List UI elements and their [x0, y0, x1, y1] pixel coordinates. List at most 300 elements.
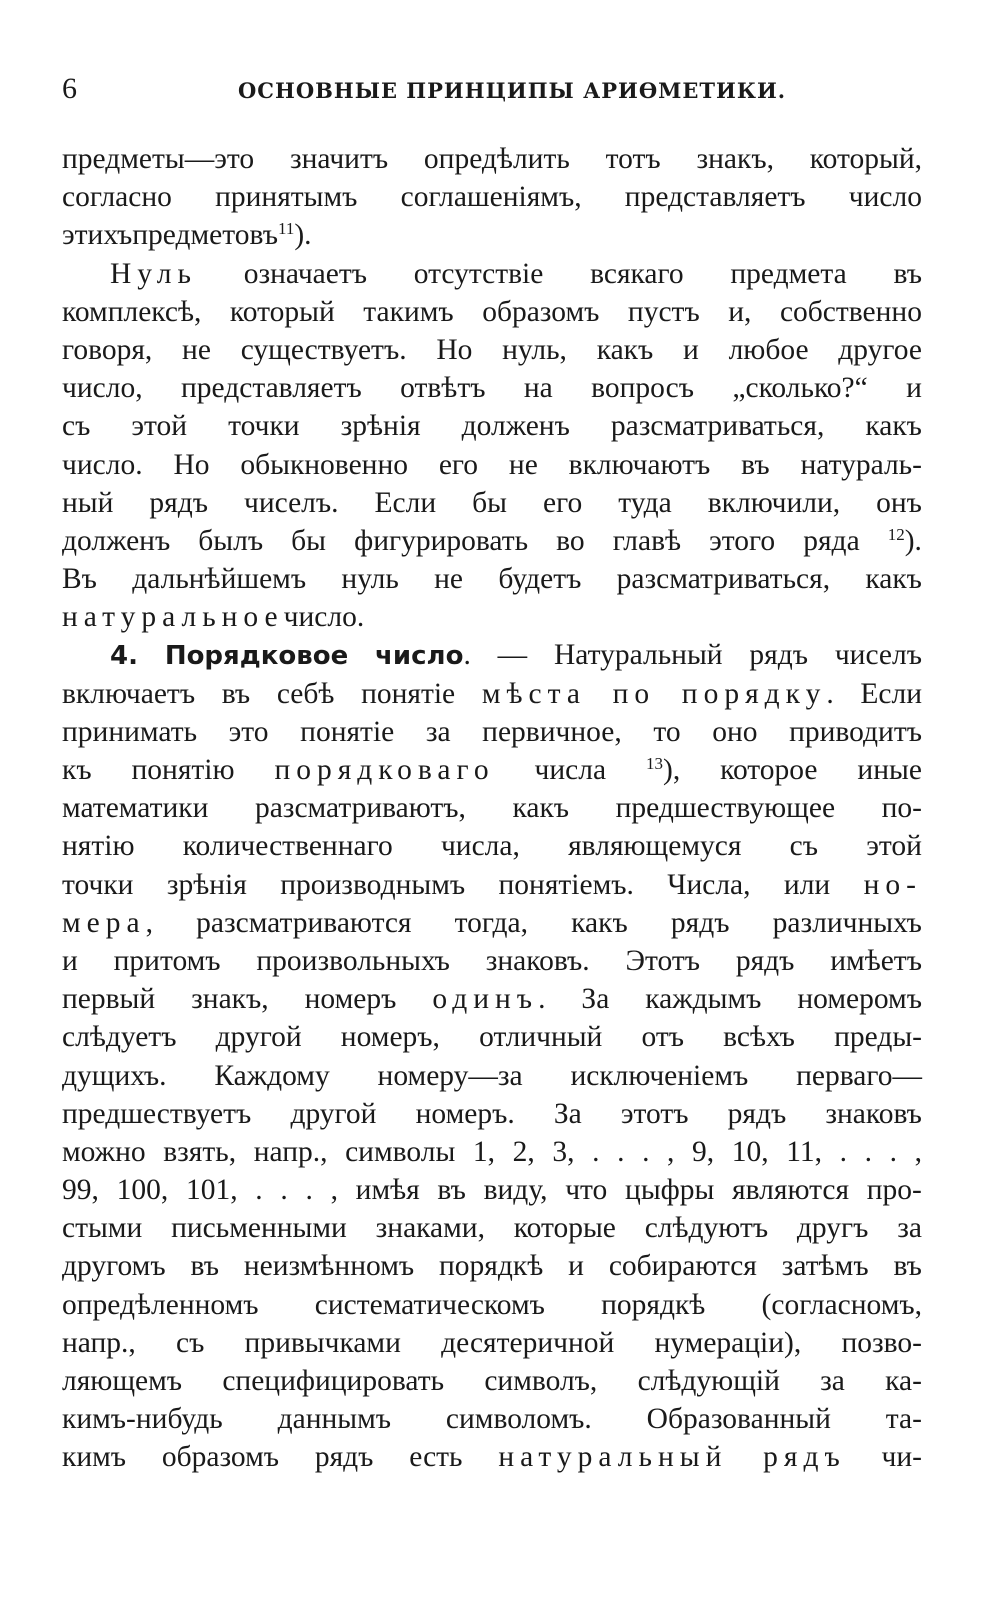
word: [62, 904, 153, 942]
text-run: рядъ: [149, 486, 208, 519]
text-run: слѣдуетъ: [62, 1021, 177, 1054]
word: [62, 484, 113, 522]
word: [62, 1171, 99, 1209]
spaced-emphasis: мѣста: [481, 677, 586, 710]
text-run: .: [826, 677, 834, 710]
text-run: исключеніемъ: [570, 1059, 749, 1092]
text-run: ляющемъ: [62, 1365, 183, 1397]
word: [62, 1324, 136, 1362]
text-run: которое: [720, 754, 818, 786]
word: [513, 1133, 535, 1171]
word: [401, 178, 582, 216]
word: [62, 1286, 259, 1324]
text-run: принятымъ: [215, 181, 358, 214]
word: [730, 255, 846, 293]
word: [647, 1400, 831, 1438]
word: [797, 1209, 868, 1247]
word: [621, 1095, 689, 1133]
text-line: [62, 407, 922, 445]
word: [773, 904, 922, 942]
text-run: —: [497, 639, 528, 672]
text-run: за: [897, 1212, 922, 1245]
text-run: и: [683, 333, 699, 366]
word: [597, 331, 654, 369]
text-run: бы: [472, 486, 507, 519]
word: [163, 1133, 236, 1171]
text-run: соглашеніямъ,: [400, 181, 582, 214]
text-run: та-: [885, 1403, 922, 1436]
word: [291, 522, 326, 560]
text-line: [62, 293, 922, 331]
word: [62, 331, 152, 369]
text-run: образомъ: [161, 1441, 280, 1474]
running-title: ОСНОВНЫЕ ПРИНЦИПЫ АРИѲМЕТИКИ.: [238, 78, 787, 103]
text-run: какъ: [865, 563, 922, 596]
text-run: номеру—за: [377, 1059, 523, 1092]
text-run: 100,: [116, 1174, 169, 1207]
text-run: перваго—: [796, 1059, 922, 1092]
word: [885, 1362, 922, 1400]
text-run: разсматриваться,: [610, 410, 825, 443]
text-run: который,: [809, 143, 922, 175]
text-run: кимъ-нибудь: [62, 1403, 223, 1436]
word: [290, 1095, 376, 1133]
text-line: [62, 1362, 922, 1400]
text-line: [62, 178, 922, 216]
word: [712, 713, 757, 751]
word: [473, 1133, 495, 1171]
text-run: взять,: [163, 1135, 237, 1168]
word: [763, 1438, 846, 1476]
word: [62, 1362, 182, 1400]
word: [434, 560, 463, 598]
text-run: включили,: [707, 486, 841, 519]
text-run: означаетъ: [243, 257, 367, 290]
word: [646, 751, 680, 789]
text-run: Каждому: [214, 1059, 330, 1092]
word: [565, 1171, 607, 1209]
text-run: рядъ: [314, 1441, 374, 1474]
text-run: какъ: [512, 792, 570, 825]
text-run: натураль-: [800, 448, 922, 481]
text-run: и,: [728, 295, 752, 328]
word: [462, 407, 570, 445]
word: [830, 942, 922, 980]
word: [499, 866, 634, 904]
spaced-emphasis: натуральный: [498, 1441, 728, 1474]
text-run: дущихъ.: [62, 1059, 167, 1092]
text-run: которые: [513, 1212, 616, 1245]
text-run: его: [543, 486, 583, 519]
text-run: являющемуся: [568, 830, 742, 863]
word: [894, 255, 922, 293]
word: [840, 1133, 847, 1171]
text-run: точки: [228, 410, 300, 443]
word: [790, 827, 818, 865]
word: [341, 560, 398, 598]
text-run: знакъ,: [696, 143, 774, 175]
text-run: рядъ: [735, 944, 795, 977]
word: [617, 1133, 624, 1171]
word: [484, 1171, 548, 1209]
text-run: цыфры: [625, 1174, 715, 1207]
word: [62, 713, 197, 751]
word: [692, 1133, 714, 1171]
body-text: [62, 140, 922, 1477]
word: [613, 675, 656, 713]
word: [502, 331, 567, 369]
spaced-emphasis: порядку: [681, 677, 827, 710]
text-run: порядкѣ: [439, 1250, 544, 1283]
text-run: главѣ: [612, 524, 682, 557]
word: [736, 942, 795, 980]
word: [62, 980, 155, 1018]
word: [62, 407, 90, 445]
word: [865, 407, 922, 445]
word: [552, 1133, 574, 1171]
word: [915, 1133, 922, 1171]
text-run: зрѣнія: [166, 868, 247, 901]
text-line: [62, 331, 922, 369]
word: [782, 1247, 869, 1285]
word: [439, 1247, 543, 1285]
text-run: чиселъ.: [244, 486, 339, 519]
spaced-emphasis: по: [612, 677, 656, 710]
word: [797, 980, 922, 1018]
text-run: и: [62, 944, 78, 977]
text-run: .: [463, 639, 471, 672]
footnote-ref: 12: [887, 524, 905, 544]
text-run: собственно: [779, 295, 922, 328]
word: [841, 1324, 922, 1362]
word: [849, 178, 922, 216]
text-run: съ: [175, 1326, 205, 1359]
text-run: предметовъ: [132, 219, 278, 252]
text-run: и: [568, 1250, 584, 1283]
word: [62, 216, 132, 254]
word: [876, 484, 922, 522]
text-run: .: [617, 1135, 625, 1168]
text-run: систематическомъ: [314, 1288, 545, 1321]
word: [857, 751, 922, 789]
word: [198, 522, 263, 560]
word: [696, 140, 774, 178]
text-run: образомъ: [482, 295, 600, 328]
text-run: ).: [294, 219, 312, 252]
text-run: этого: [709, 524, 776, 557]
text-run: какъ: [865, 410, 922, 443]
word: [165, 636, 348, 674]
word: [671, 904, 730, 942]
word: [62, 369, 143, 407]
text-line: [62, 446, 922, 484]
word: [732, 369, 867, 407]
footnote-ref: 11: [277, 219, 295, 239]
text-run: 2,: [512, 1135, 535, 1168]
text-run: собираются: [608, 1250, 757, 1283]
text-run: .: [864, 1135, 872, 1168]
text-run: ),: [663, 754, 681, 786]
text-run: не: [182, 333, 211, 366]
text-run: можно: [62, 1135, 146, 1168]
text-line: [62, 675, 922, 713]
text-line: [62, 1095, 922, 1133]
text-run: любое: [728, 333, 809, 366]
text-run: разсматриваться,: [616, 563, 831, 596]
word: [62, 675, 195, 713]
text-run: фигурировать: [354, 524, 529, 557]
text-run: символъ,: [484, 1365, 598, 1397]
text-run: такимъ: [363, 295, 454, 328]
word: [62, 446, 143, 484]
word: [638, 1362, 780, 1400]
text-run: номеромъ: [797, 983, 922, 1016]
word: [62, 1057, 167, 1095]
word: [114, 942, 221, 980]
word: [436, 331, 472, 369]
text-run: имѣя: [355, 1174, 420, 1207]
text-run: какъ: [596, 333, 654, 366]
text-run: долженъ: [461, 410, 570, 443]
text-line: [62, 751, 922, 789]
text-run: съ: [62, 410, 91, 443]
text-run: неизмѣнномъ: [243, 1250, 415, 1283]
text-run: зрѣнія: [340, 410, 421, 443]
word: [280, 866, 465, 904]
section-heading: Порядковое: [164, 641, 349, 672]
word: [486, 942, 590, 980]
word: [609, 1247, 757, 1285]
spaced-emphasis: рядъ: [763, 1441, 846, 1474]
section-heading: 4.: [110, 641, 138, 672]
text-line: [62, 369, 922, 407]
word: [162, 1438, 279, 1476]
word: [361, 675, 455, 713]
text-run: нуль,: [502, 333, 567, 366]
text-run: который: [229, 295, 335, 328]
spaced-emphasis: порядковаго: [274, 754, 495, 786]
word: [708, 484, 840, 522]
text-run: долженъ: [62, 524, 171, 557]
word: [865, 560, 922, 598]
word: [728, 1095, 787, 1133]
word: [62, 598, 284, 636]
text-run: Числа,: [667, 868, 751, 901]
text-run: производнымъ: [280, 868, 466, 901]
word: [591, 369, 694, 407]
text-run: вопросъ: [591, 372, 695, 405]
text-line: [62, 827, 922, 865]
word: [62, 827, 134, 865]
word: [524, 369, 553, 407]
text-run: ный: [62, 486, 114, 519]
word: [62, 1247, 166, 1285]
word: [682, 675, 834, 713]
word: [255, 1171, 262, 1209]
word: [110, 255, 197, 293]
text-run: Этотъ: [625, 944, 700, 977]
text-run: 11,: [786, 1135, 823, 1168]
text-run: символомъ.: [445, 1403, 592, 1436]
word: [655, 1324, 802, 1362]
text-line: [62, 1057, 922, 1095]
text-run: опредѣлить: [423, 143, 570, 175]
word: [176, 1324, 204, 1362]
text-run: разсматриваютъ,: [254, 792, 466, 825]
text-run: десятеричной: [441, 1326, 615, 1359]
footnote-ref: 13: [646, 754, 663, 773]
text-run: являются: [732, 1174, 850, 1207]
text-run: этотъ: [620, 1097, 689, 1130]
text-run: (согласномъ,: [761, 1288, 922, 1321]
word: [568, 1247, 584, 1285]
text-run: всѣхъ: [723, 1021, 795, 1054]
word: [864, 866, 922, 904]
word: [865, 1133, 872, 1171]
word: [62, 1133, 146, 1171]
word: [424, 140, 570, 178]
word: [375, 484, 437, 522]
page-header: [0, 72, 1000, 112]
word: [606, 140, 661, 178]
word: [254, 1133, 328, 1171]
word: [616, 789, 835, 827]
word: [117, 1171, 169, 1209]
word: [215, 178, 357, 216]
word: [882, 1438, 922, 1476]
text-run: .: [839, 1135, 848, 1168]
word: [803, 522, 859, 560]
text-run: Но: [173, 448, 210, 481]
text-run: согласно: [62, 181, 172, 214]
text-run: произвольныхъ: [256, 944, 450, 977]
text-run: первичное,: [482, 715, 622, 748]
word: [62, 560, 97, 598]
spaced-emphasis: но-: [863, 868, 922, 901]
text-run: Но: [436, 333, 473, 366]
text-run: затѣмъ: [781, 1250, 869, 1283]
text-run: отсутствіе: [413, 257, 544, 290]
text-run: представляетъ: [624, 181, 806, 214]
text-run: говоря,: [62, 333, 153, 366]
word: [149, 484, 208, 522]
text-line: [62, 980, 922, 1018]
text-line: [62, 484, 922, 522]
text-run: и: [906, 372, 922, 405]
text-run: даннымъ: [277, 1403, 392, 1436]
word: [723, 1018, 795, 1056]
word: [543, 484, 582, 522]
text-run: Въ: [62, 563, 97, 596]
text-line: [62, 1400, 922, 1438]
word: [625, 178, 806, 216]
text-run: знакъ,: [191, 983, 269, 1016]
text-run: точки: [62, 868, 134, 901]
word: [230, 293, 335, 331]
word: [617, 560, 830, 598]
text-line: [62, 560, 922, 598]
text-run: этой: [131, 410, 188, 443]
text-run: другъ: [796, 1212, 869, 1245]
word: [820, 1362, 845, 1400]
text-run: будетъ: [498, 563, 582, 596]
word: [222, 1362, 444, 1400]
text-run: ,: [145, 906, 153, 939]
text-run: то: [653, 715, 681, 748]
text-run: математики: [62, 792, 209, 825]
word: [214, 1057, 329, 1095]
word: [498, 560, 581, 598]
word: [416, 1095, 515, 1133]
word: [825, 1095, 922, 1133]
text-run: не: [508, 448, 538, 481]
text-run: что: [565, 1174, 608, 1207]
text-run: пустъ: [627, 295, 700, 328]
text-run: кимъ: [62, 1441, 127, 1474]
word: [216, 1018, 302, 1056]
word: [570, 1057, 748, 1095]
word: [498, 1438, 727, 1476]
text-line: [62, 942, 922, 980]
word: [274, 751, 494, 789]
word: [432, 980, 545, 1018]
word: [375, 636, 471, 674]
text-run: понятію: [131, 754, 235, 786]
text-run: рядъ: [749, 639, 808, 672]
word: [571, 904, 628, 942]
word: [278, 216, 312, 254]
word: [897, 1209, 922, 1247]
word: [315, 1438, 374, 1476]
word: [667, 866, 750, 904]
text-run: символы: [345, 1135, 456, 1168]
word: [834, 1018, 922, 1056]
text-run: .: [592, 1135, 600, 1168]
text-run: тотъ: [605, 143, 661, 175]
word: [222, 675, 250, 713]
text-run: .: [255, 1174, 263, 1207]
text-run: ,: [667, 1135, 675, 1168]
word: [513, 789, 570, 827]
word: [514, 1209, 616, 1247]
word: [441, 827, 520, 865]
text-run: этой: [866, 830, 922, 863]
word: [356, 1171, 420, 1209]
text-run: другой: [290, 1097, 377, 1130]
text-run: имѣетъ: [830, 944, 922, 977]
text-run: другое: [838, 333, 922, 366]
word: [509, 446, 538, 484]
text-line: [62, 636, 922, 674]
text-run: включаютъ: [568, 448, 711, 481]
word: [625, 1171, 714, 1209]
text-run: разсматриваются: [196, 906, 412, 939]
word: [455, 904, 528, 942]
word: [888, 522, 922, 560]
word: [228, 407, 299, 445]
word: [354, 522, 528, 560]
word: [186, 1171, 238, 1209]
word: [132, 751, 235, 789]
word: [414, 255, 544, 293]
word: [642, 1133, 649, 1171]
text-run: какъ: [571, 906, 628, 939]
word: [167, 866, 247, 904]
text-run: письменными: [171, 1212, 347, 1245]
text-run: знаковъ.: [485, 944, 590, 977]
word: [882, 789, 922, 827]
word: [409, 1438, 462, 1476]
